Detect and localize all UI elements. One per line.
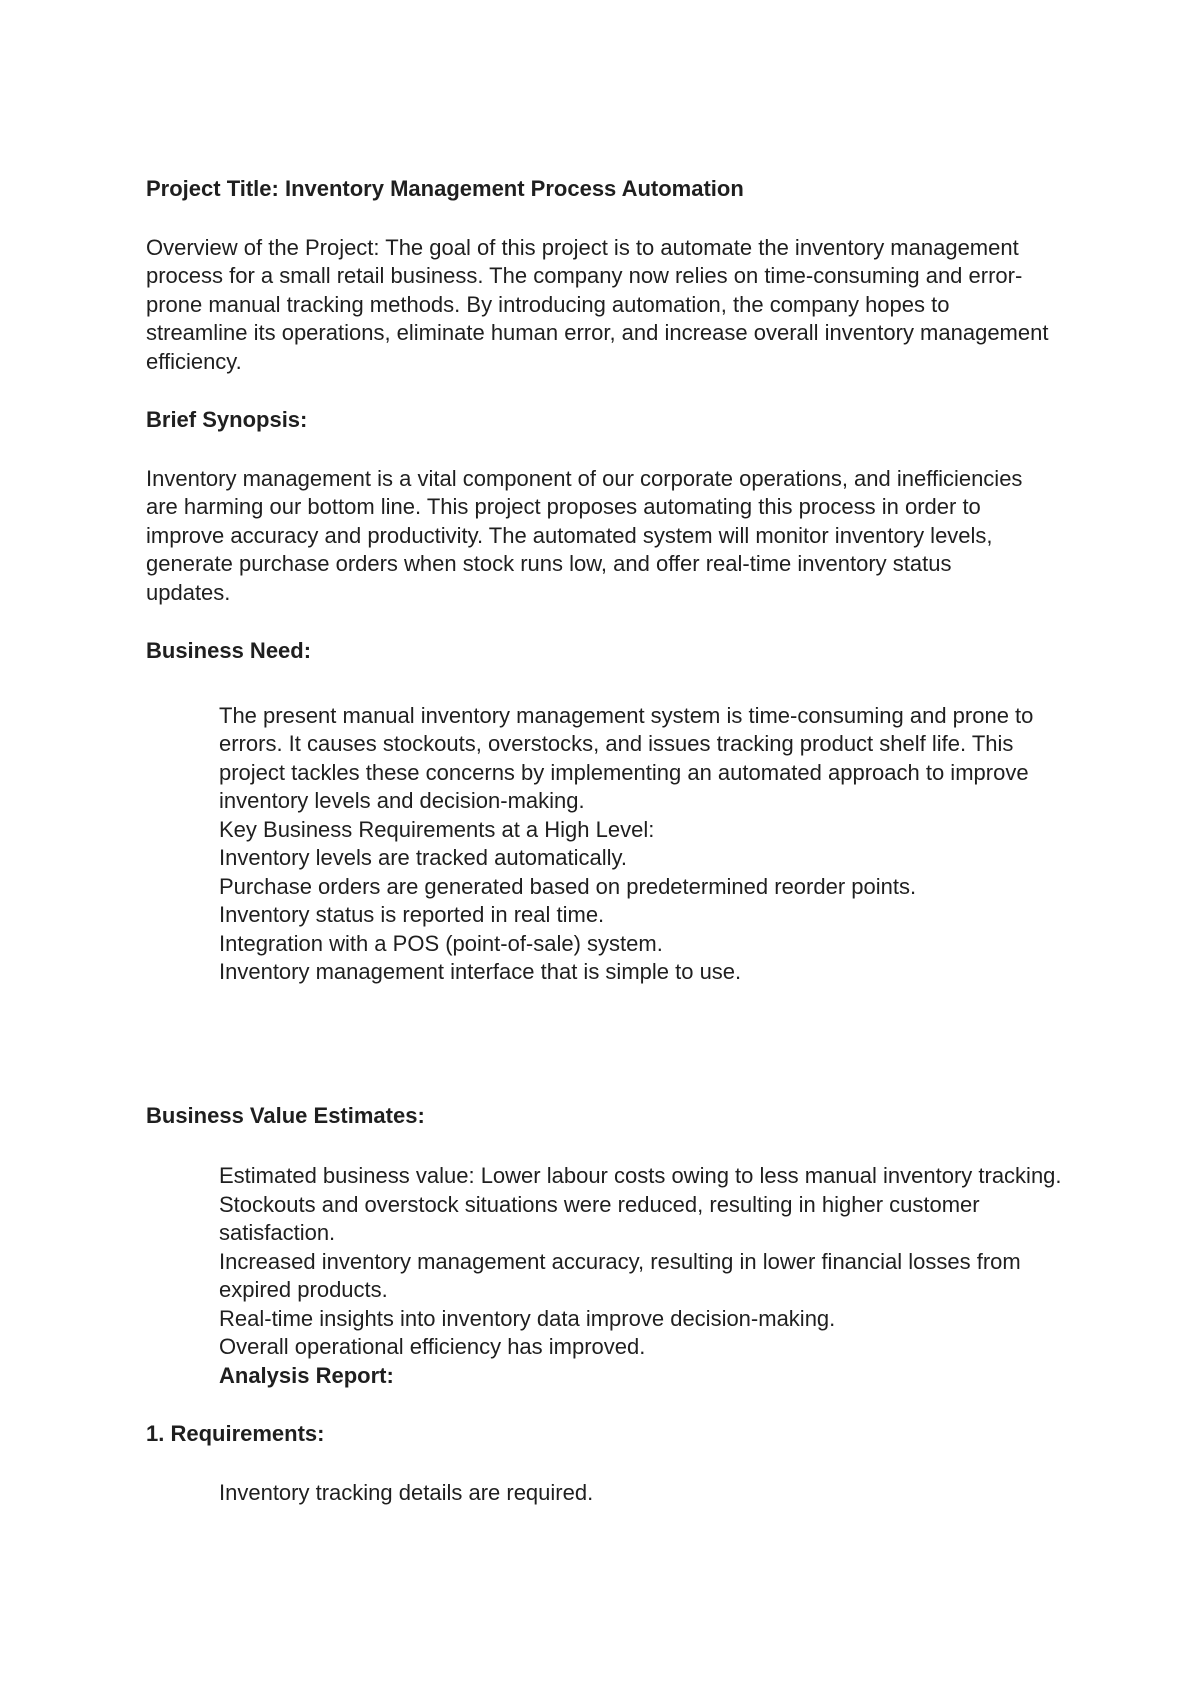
- synopsis-body: Inventory management is a vital component of our corporate operations, and inefficiencies are harming our bottom line. This project proposes automating this process in order to improve accuracy and productivity. The automated system will monitor inventory levels, generate purchase orders when stock runs low, and offer real-time inventory status updates.: [146, 465, 1023, 605]
- value-estimate-item: Stockouts and overstock situations were reduced, resulting in higher customer satisfaction.: [219, 1191, 980, 1245]
- business-need-heading: Business Need:: [146, 638, 312, 663]
- project-overview: Overview of the Project: The goal of this project is to automate the inventory management process for a small retail business. The company now relies on time-consuming and error-prone manual tracking methods. By introducing automation, the company hopes to streamline its operations, eliminate human error, and increase overall inventory management efficiency.: [146, 234, 1049, 374]
- value-estimate-item: Overall operational efficiency has improved.: [219, 1334, 646, 1359]
- business-need-item: Inventory status is reported in real time.: [219, 902, 605, 927]
- value-estimate-item: Real-time insights into inventory data improve decision-making.: [219, 1305, 836, 1331]
- requirements-heading: 1. Requirements:: [146, 1421, 325, 1446]
- requirement-item: Inventory tracking details are required.: [219, 1479, 594, 1505]
- value-estimate-item: Increased inventory management accuracy, resulting in lower financial losses from expired products.: [219, 1248, 1021, 1302]
- business-need-item: Integration with a POS (point-of-sale) system.: [219, 930, 663, 956]
- document-content: [146, 175, 1066, 1507]
- business-need-item: Inventory management interface that is simple to use.: [219, 959, 742, 984]
- value-estimates-section: [146, 1162, 1066, 1390]
- value-estimates-heading: Business Value Estimates:: [146, 1102, 425, 1128]
- requirements-section: [146, 1479, 1066, 1508]
- business-need-item: Inventory levels are tracked automatically.: [219, 845, 627, 870]
- synopsis-heading: Brief Synopsis:: [146, 407, 308, 432]
- analysis-report-heading: Analysis Report:: [219, 1362, 394, 1388]
- project-title: Project Title: Inventory Management Process Automation: [146, 176, 744, 201]
- business-need-section: [146, 702, 1066, 987]
- business-need-body: The present manual inventory management system is time-consuming and prone to errors. It causes stockouts, overstocks, and issues tracking product shelf life. This project tackles these concerns by implementing an automated approach to improve inventory levels and decision-making.: [219, 702, 1034, 813]
- value-estimate-item: Estimated business value: Lower labour costs owing to less manual inventory tracking.: [219, 1163, 1062, 1188]
- business-need-item: Purchase orders are generated based on predetermined reorder points.: [219, 873, 917, 899]
- business-need-item: Key Business Requirements at a High Level:: [219, 816, 655, 842]
